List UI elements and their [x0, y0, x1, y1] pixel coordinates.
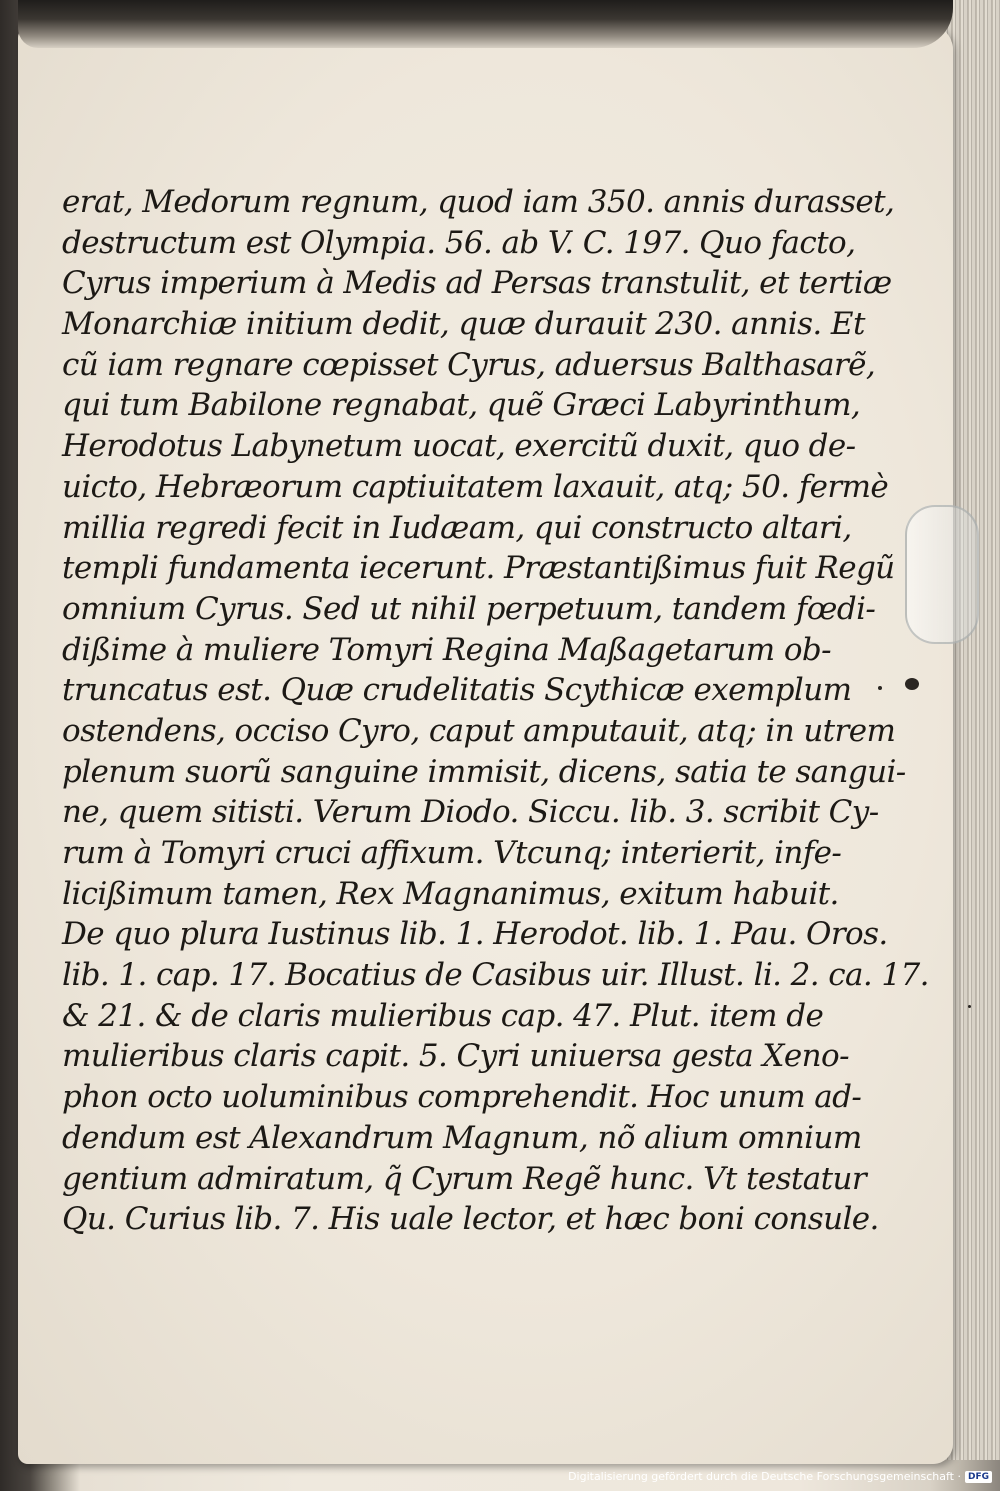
text-line: templi fundamenta iecerunt. Præstantißimus fuit Regũ — [62, 550, 895, 587]
text-line: Qu. Curius lib. 7. His uale lector, et hæc boni consule. — [62, 1201, 879, 1238]
text-line: uicto, Hebræorum captiuitatem laxauit, atq; 50. fermè — [62, 468, 889, 505]
text-line: mulieribus claris capit. 5. Cyri uniuersa gesta Xeno- — [62, 1038, 849, 1075]
text-line: destructum est Olympia. 56. ab V. C. 197. Quo facto, — [62, 224, 856, 261]
text-line: licißimum tamen, Rex Magnanimus, exitum habuit. — [62, 875, 839, 912]
text-line: & 21. & de claris mulieribus cap. 47. Plut. item de — [62, 997, 824, 1034]
text-line: dendum est Alexandrum Magnum, nõ alium omnium — [62, 1119, 862, 1156]
ink-speck — [968, 1005, 971, 1008]
text-line: ostendens, occiso Cyro, caput amputauit, atq; in utrem — [62, 712, 896, 749]
dfg-logo: DFG — [965, 1471, 992, 1483]
ink-speck — [878, 686, 882, 690]
text-line: cũ iam regnare cœpisset Cyrus, aduersus Balthasarẽ, — [62, 346, 876, 383]
text-line: phon octo uoluminibus comprehendit. Hoc unum ad- — [62, 1079, 862, 1116]
text-line: qui tum Babilone regnabat, quẽ Græci Labyrinthum, — [62, 387, 861, 424]
text-line: Monarchiæ initium dedit, quæ durauit 230. annis. Et — [62, 306, 865, 343]
text-line: gentium admiratum, q̃ Cyrum Regẽ hunc. Vt testatur — [62, 1160, 867, 1197]
text-line: Herodotus Labynetum uocat, exercitũ duxit, quo de- — [62, 428, 856, 465]
text-line: erat, Medorum regnum, quod iam 350. annis durasset, — [62, 184, 895, 220]
page-clip — [905, 505, 979, 644]
text-line: Cyrus imperium à Medis ad Persas transtulit, et tertiæ — [62, 265, 892, 302]
text-line: rum à Tomyri cruci affixum. Vtcunq; interierit, infe- — [62, 835, 842, 871]
text-line: ne, quem sitisti. Verum Diodo. Siccu. lib. 3. scribit Cy- — [62, 794, 879, 831]
text-line: lib. 1. cap. 17. Bocatius de Casibus uir. Illust. li. 2. ca. 17. — [62, 957, 929, 994]
text-line: omnium Cyrus. Sed ut nihil perpetuum, tandem fœdi- — [62, 590, 876, 627]
text-line: millia regredi fecit in Iudæam, qui constructo altari, — [62, 509, 852, 546]
credit-text: Digitalisierung gefördert durch die Deutsche Forschungsgemeinschaft · — [568, 1470, 961, 1483]
text-line: dißime à muliere Tomyri Regina Maßagetarum ob- — [62, 631, 832, 668]
text-line: De quo plura Iustinus lib. 1. Herodot. lib. 1. Pau. Oros. — [62, 916, 888, 953]
text-line: truncatus est. Quæ crudelitatis Scythicæ exemplum — [62, 672, 852, 709]
digitization-credit — [568, 1470, 992, 1483]
book-top-edge — [18, 0, 953, 48]
ink-speck — [905, 678, 919, 690]
body-text — [62, 182, 929, 1240]
text-line: plenum suorũ sanguine immisit, dicens, satia te sangui- — [62, 753, 906, 790]
